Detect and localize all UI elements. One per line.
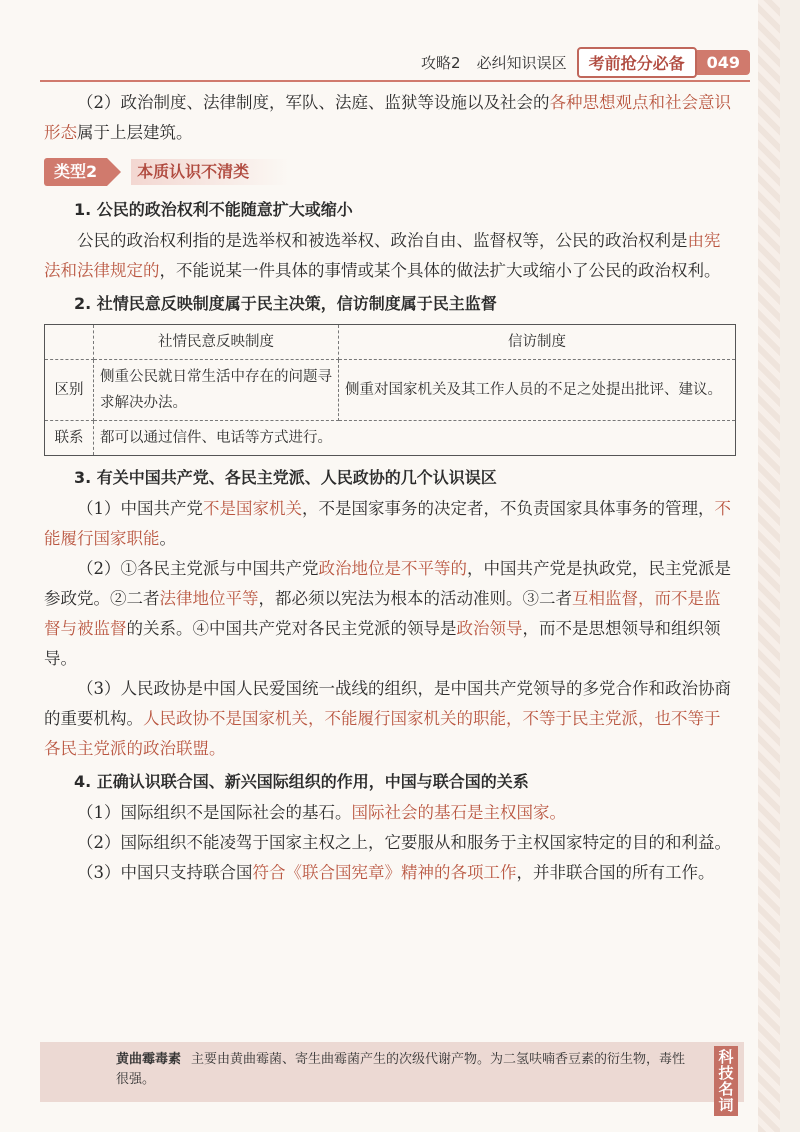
page-edge-pattern <box>758 0 780 1132</box>
section-3-paragraph-2 <box>44 554 736 674</box>
section-1-paragraph <box>44 226 736 286</box>
highlight-text: 不是国家机关 <box>203 499 302 518</box>
text-run: （2）①各民主党派与中国共产党 <box>77 559 319 578</box>
table-cell: 都可以通过信件、电话等方式进行。 <box>94 421 736 456</box>
footer-side-label: 科技名词 <box>714 1046 738 1116</box>
section-heading-1: 1. 公民的政治权利不能随意扩大或缩小 <box>74 200 353 219</box>
chapter-label: 攻略2 <box>421 53 461 72</box>
table-row <box>45 421 736 456</box>
highlight-text: 国际社会的基石是主权国家。 <box>351 803 566 822</box>
intro-paragraph <box>44 88 736 148</box>
table-row-label: 区别 <box>45 360 94 421</box>
highlight-text: 不能履行国家职能 <box>44 499 731 548</box>
section-4-paragraph-3 <box>44 858 736 888</box>
page-number: 049 <box>697 50 750 75</box>
text-run: ，不是国家事务的决定者，不负责国家具体事务的管理， <box>302 499 715 518</box>
type-title: 本质认识不清类 <box>131 159 289 185</box>
highlight-text: 政治领导 <box>456 619 523 638</box>
main-content <box>44 88 736 888</box>
highlight-text: 由宪法和法律规定的 <box>44 231 721 280</box>
text-run: ，不能说某一件具体的事情或某个具体的做法扩大或缩小了公民的政治权利。 <box>159 261 721 280</box>
table-row <box>45 360 736 421</box>
highlight-text: 互相监督，而不是监督与被监督 <box>44 589 721 638</box>
highlight-text: 法律地位平等 <box>159 589 259 608</box>
text-run: ，中国共产党是执政党，民主党派是参政党。②二者 <box>44 559 731 608</box>
chevron-right-icon <box>107 158 121 186</box>
table-row-label: 联系 <box>45 421 94 456</box>
text-run: 。 <box>159 529 176 548</box>
section-heading-4: 4. 正确认识联合国、新兴国际组织的作用，中国与联合国的关系 <box>74 772 529 791</box>
table-col-header: 信访制度 <box>339 325 736 360</box>
section-4-paragraph-2: （2）国际组织不能凌驾于国家主权之上，它要服从和服务于主权国家特定的目的和利益。 <box>77 833 731 852</box>
highlight-text: 政治地位是不平等的 <box>318 559 467 578</box>
text-run: （2）政治制度、法律制度，军队、法庭、监狱等设施以及社会的 <box>77 93 550 112</box>
text-run: 的关系。④中国共产党对各民主党派的领导是 <box>126 619 457 638</box>
table-corner-cell <box>45 325 94 360</box>
comparison-table <box>44 324 736 456</box>
type-heading <box>44 158 736 186</box>
section-heading-3: 3. 有关中国共产党、各民主党派、人民政协的几个认识误区 <box>74 468 497 487</box>
text-run: （3）中国只支持联合国 <box>77 863 253 882</box>
table-header-row <box>45 325 736 360</box>
type-tag: 类型2 <box>44 158 107 186</box>
header-divider <box>40 80 750 82</box>
page-header <box>40 46 750 78</box>
text-run: 公民的政治权利指的是选举权和被选举权、政治自由、监督权等，公民的政治权利是 <box>77 231 688 250</box>
highlight-text: 各种思想观点和社会意识形态 <box>44 93 731 142</box>
text-run: （1）国际组织不是国际社会的基石。 <box>77 803 352 822</box>
table-col-header: 社情民意反映制度 <box>94 325 339 360</box>
section-4-paragraph-1 <box>44 798 736 828</box>
table-cell: 侧重公民就日常生活中存在的问题寻求解决办法。 <box>94 360 339 421</box>
table-cell: 侧重对国家机关及其工作人员的不足之处提出批评、建议。 <box>339 360 736 421</box>
footer-text <box>116 1050 696 1090</box>
highlight-text: 符合《联合国宪章》精神的各项工作 <box>252 863 517 882</box>
section-3-paragraph-1 <box>44 494 736 554</box>
text-run: （3）人民政协是中国人民爱国统一战线的组织，是中国共产党领导的多党合作和政治协商的重要机构。 <box>44 679 731 728</box>
section-heading-2: 2. 社情民意反映制度属于民主决策，信访制度属于民主监督 <box>74 294 497 313</box>
highlight-text: 人民政协不是国家机关，不能履行国家机关的职能，不等于民主党派，也不等于各民主党派的政治联盟。 <box>44 709 721 758</box>
text-run: ，都必须以宪法为根本的活动准则。③二者 <box>258 589 572 608</box>
footer-definition: 主要由黄曲霉菌、寄生曲霉菌产生的次级代谢产物。为二氢呋喃香豆素的衍生物，毒性很强。 <box>116 1052 686 1087</box>
footer-note <box>40 1042 744 1114</box>
text-run: ，并非联合国的所有工作。 <box>516 863 715 882</box>
section-label: 必纠知识误区 <box>476 53 567 72</box>
footer-term: 黄曲霉毒素 <box>116 1052 182 1067</box>
text-run: 属于上层建筑。 <box>77 123 193 142</box>
text-run: （1）中国共产党 <box>77 499 203 518</box>
header-badge: 考前抢分必备 <box>577 47 697 78</box>
text-run: ，而不是思想领导和组织领导。 <box>44 619 721 668</box>
section-3-paragraph-3 <box>44 674 736 764</box>
